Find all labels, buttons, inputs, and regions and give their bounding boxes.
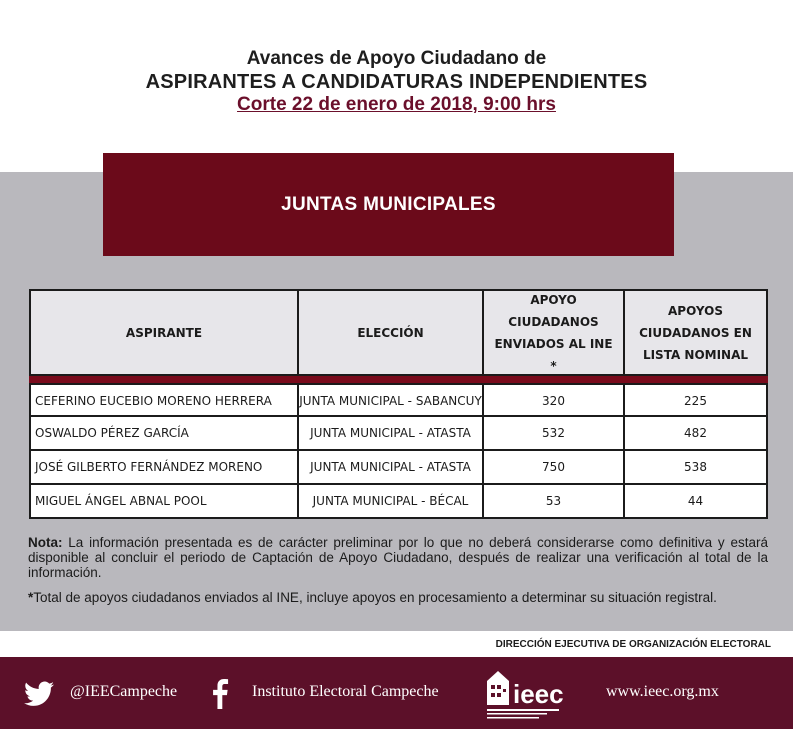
cutoff-date (0, 94, 793, 116)
section-banner (103, 153, 674, 256)
department-label: DIRECCIÓN EJECUTIVA DE ORGANIZACIÓN ELECTORAL (495, 639, 771, 650)
note-label: Nota: (28, 535, 63, 550)
asterisk-note (28, 590, 768, 605)
twitter-handle[interactable]: @IEECampeche (70, 683, 178, 700)
cell-enviados: 53 (484, 485, 625, 517)
cell-lista-nominal: 482 (684, 426, 707, 440)
disclaimer-note (28, 535, 768, 580)
title-line-2: ASPIRANTES A CANDIDATURAS INDEPENDIENTES (145, 71, 648, 93)
cell-lista-nominal: 44 (687, 494, 704, 508)
cell-aspirante: OSWALDO PÉREZ GARCÍA (31, 417, 299, 449)
asterisk-label: * (28, 590, 34, 605)
cell-eleccion: JUNTA MUNICIPAL - SABANCUY (299, 385, 484, 417)
cell-eleccion: JUNTA MUNICIPAL - ATASTA (299, 451, 484, 483)
column-header-enviados: APOYO CIUDADANOS ENVIADOS AL INE * (484, 291, 625, 374)
cell-eleccion: JUNTA MUNICIPAL - BÉCAL (299, 485, 484, 517)
column-header-aspirante: ASPIRANTE (31, 291, 299, 374)
cell-lista-nominal: 225 (684, 394, 707, 408)
cell-aspirante: JOSÉ GILBERTO FERNÁNDEZ MORENO (31, 451, 299, 483)
twitter-icon[interactable] (24, 681, 54, 707)
title-line-1: Avances de Apoyo Ciudadano de (246, 48, 547, 69)
table-row (29, 417, 768, 451)
column-header-eleccion: ELECCIÓN (299, 291, 484, 374)
cell-lista-nominal: 538 (684, 460, 707, 474)
table-header (29, 289, 768, 376)
website-link[interactable]: www.ieec.org.mx (606, 683, 719, 700)
section-title: JUNTAS MUNICIPALES (281, 193, 496, 215)
cell-enviados: 532 (484, 417, 625, 449)
table-row (29, 383, 768, 417)
note-text: La información presentada es de carácter preliminar por lo que no deberá considerarse como definitiva y estará disponible al concluir el periodo de Captación de Apoyo Ciudadano, después de realizar una verificación al total de la información. (28, 535, 768, 580)
table-row (29, 485, 768, 519)
cell-enviados: 750 (484, 451, 625, 483)
ieec-logo (483, 667, 579, 723)
footer (0, 657, 793, 729)
column-header-lista-nominal: APOYOS CIUDADANOS EN LISTA NOMINAL (639, 303, 752, 362)
header (0, 0, 793, 172)
table-row (29, 451, 768, 485)
header-divider (29, 376, 768, 383)
facebook-name[interactable]: Instituto Electoral Campeche (252, 683, 439, 700)
results-table (29, 289, 768, 519)
cell-aspirante: MIGUEL ÁNGEL ABNAL POOL (31, 485, 299, 517)
cell-aspirante: CEFERINO EUCEBIO MORENO HERRERA (31, 385, 299, 417)
ieec-logo-text: ieec (513, 679, 564, 709)
cell-eleccion: JUNTA MUNICIPAL - ATASTA (299, 417, 484, 449)
cell-enviados: 320 (484, 385, 625, 417)
facebook-icon[interactable] (207, 679, 233, 709)
asterisk-text: Total de apoyos ciudadanos enviados al INE, incluye apoyos en procesamiento a determinar su situación registral. (33, 590, 717, 605)
cutoff-date-text: Corte 22 de enero de 2018, 9:00 hrs (237, 94, 556, 115)
